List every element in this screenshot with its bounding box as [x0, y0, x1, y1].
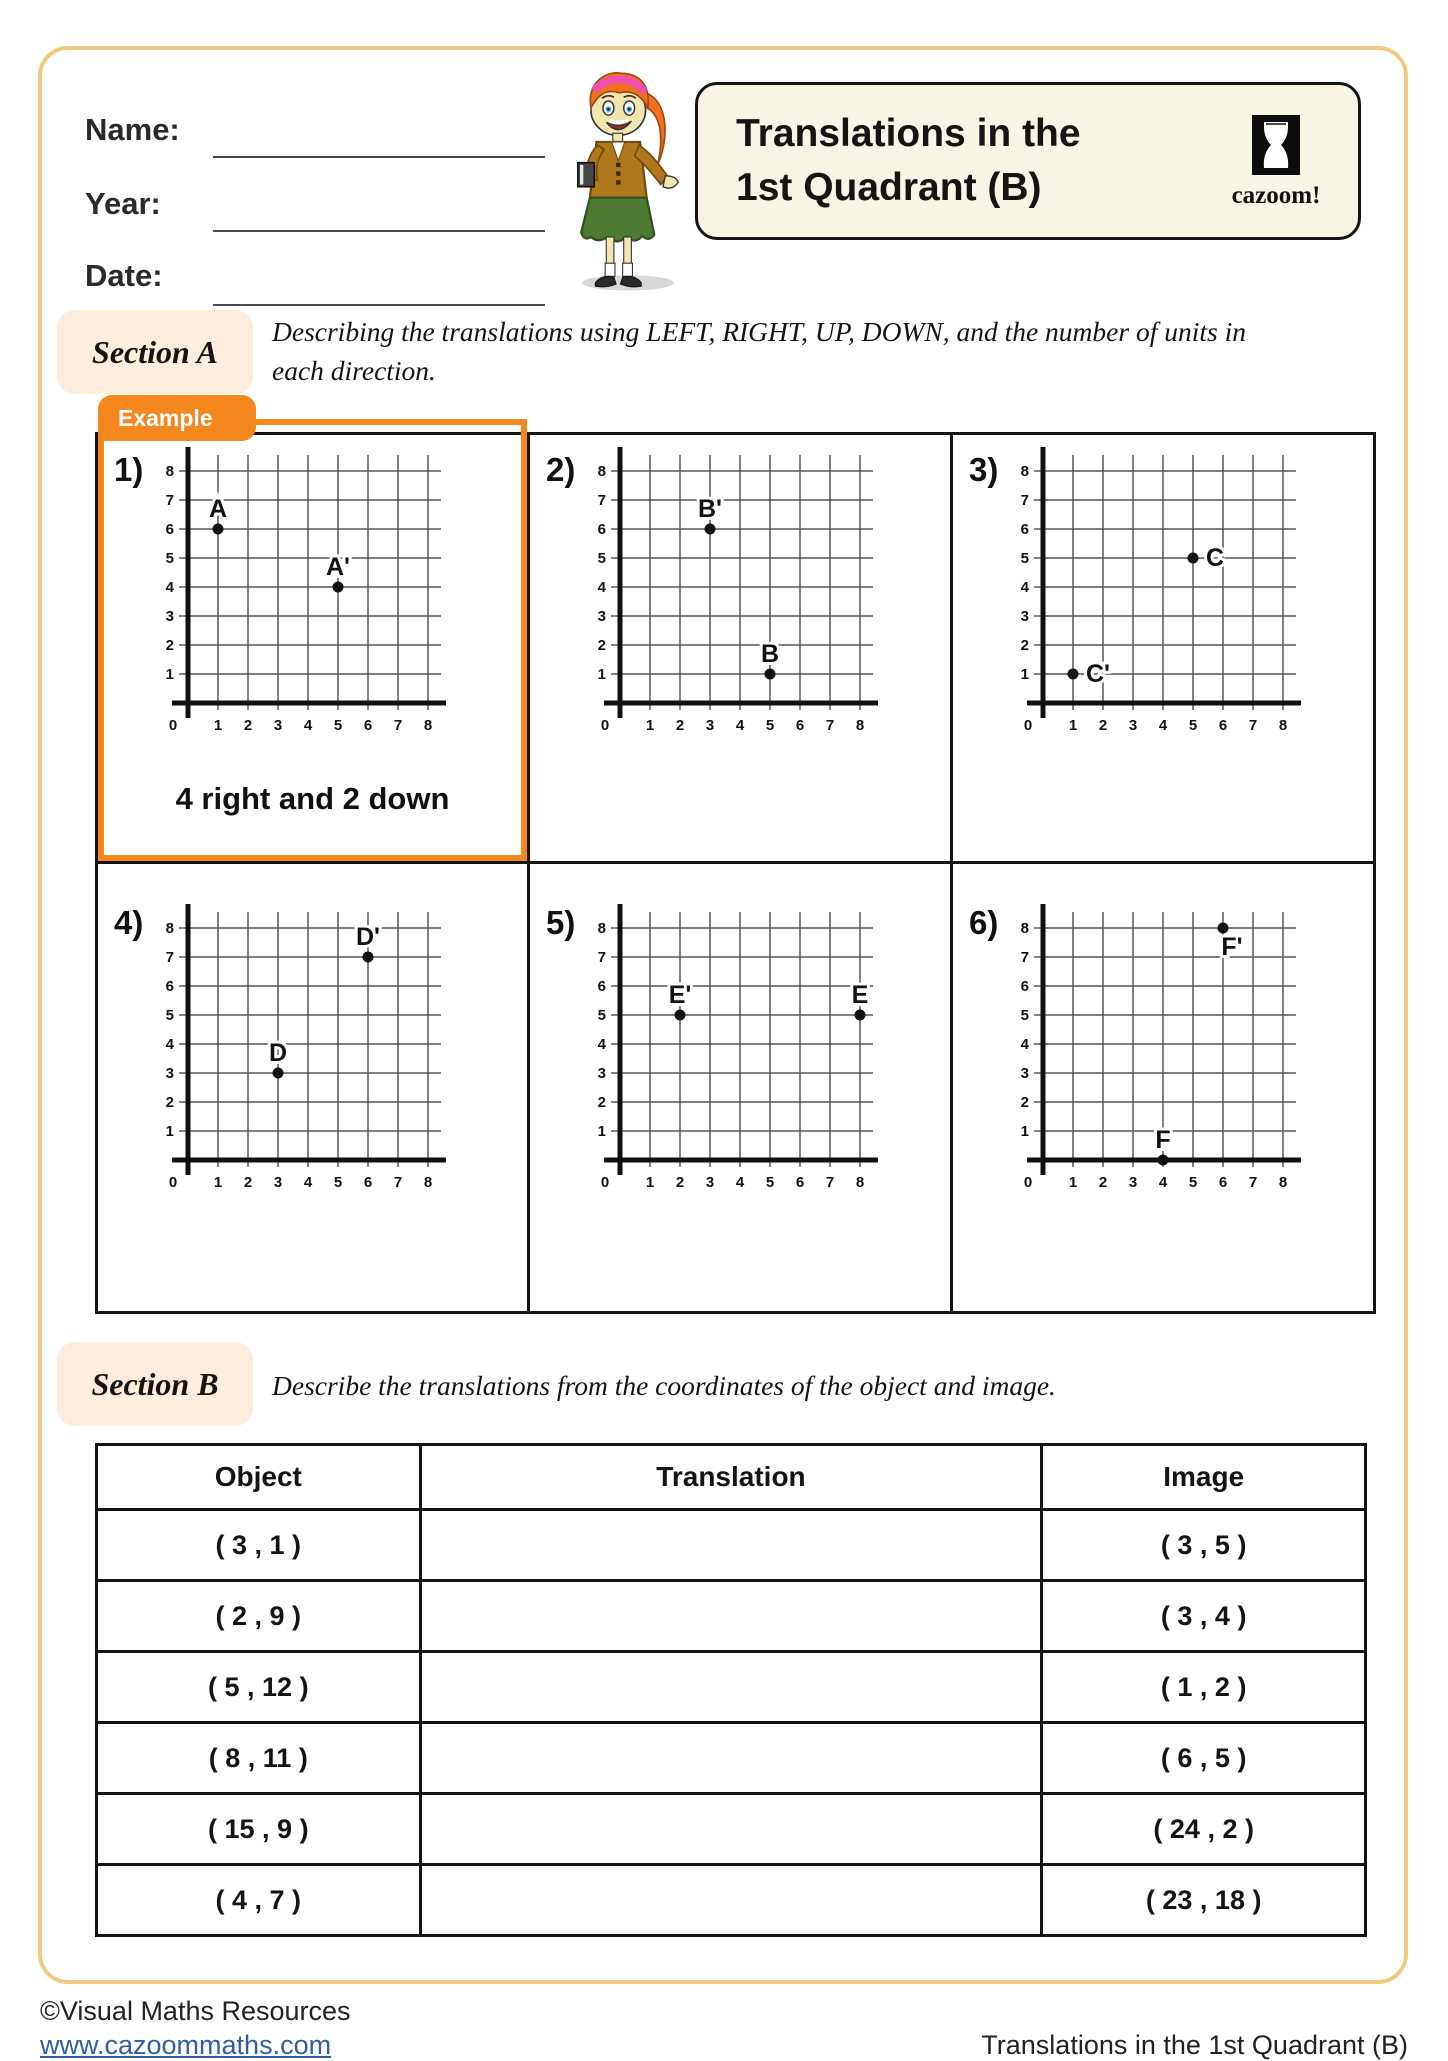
website-link[interactable]: www.cazoommaths.com [40, 2030, 332, 2060]
x-tick-label: 3 [273, 717, 283, 734]
image-cell: ( 1 , 2 ) [1042, 1652, 1366, 1723]
y-tick-label: 4 [165, 1036, 174, 1053]
image-cell: ( 24 , 2 ) [1042, 1794, 1366, 1865]
point-label-D': D' [356, 923, 380, 951]
x-tick-label: 3 [705, 1174, 715, 1191]
problems-table [95, 405, 1376, 1314]
y-tick-label: 6 [597, 521, 606, 538]
translation-answer-cell[interactable] [420, 1581, 1042, 1652]
grid-point-C' [1068, 669, 1079, 680]
table-header-row [97, 1445, 1366, 1510]
grid-point-B [765, 669, 776, 680]
x-tick-label: 3 [1128, 717, 1138, 734]
grid-point-D' [363, 952, 374, 963]
problem-cell-2 [527, 435, 950, 861]
grid-point-A [213, 524, 224, 535]
x-tick-label: 6 [795, 717, 805, 734]
table-header-object: Object [97, 1445, 421, 1510]
coordinate-grid-2 [558, 441, 898, 753]
x-tick-label: 4 [735, 717, 745, 734]
x-tick-label: 3 [1128, 1174, 1138, 1191]
y-tick-label: 7 [597, 492, 606, 509]
y-tick-label: 1 [597, 1123, 606, 1140]
image-cell: ( 3 , 4 ) [1042, 1581, 1366, 1652]
point-label-F: F [1155, 1126, 1171, 1154]
example-tab: Example [98, 395, 256, 441]
x-tick-label: 3 [705, 717, 715, 734]
problem-cell-6 [950, 861, 1373, 1311]
section-b-description: Describe the translations from the coordinates of the object and image. [272, 1370, 1056, 1401]
x-tick-label: 7 [825, 1174, 835, 1191]
y-tick-label: 4 [165, 579, 174, 596]
x-tick-label: 2 [1098, 717, 1108, 734]
coordinate-grid-5 [558, 898, 898, 1210]
translation-answer-cell[interactable] [420, 1723, 1042, 1794]
x-tick-label: 6 [363, 717, 373, 734]
y-tick-label: 4 [597, 579, 606, 596]
x-tick-label: 5 [1188, 717, 1198, 734]
cazoom-logo [1220, 115, 1332, 210]
x-tick-label: 1 [1068, 1174, 1078, 1191]
problem-number: 2) [546, 451, 576, 488]
y-tick-label: 5 [1020, 1007, 1029, 1024]
x-tick-label: 8 [423, 717, 433, 734]
x-tick-label: 5 [765, 1174, 775, 1191]
y-tick-label: 2 [597, 1094, 606, 1111]
y-tick-label: 4 [1020, 579, 1029, 596]
section-a-label: Section A [92, 333, 218, 370]
name-field[interactable] [213, 156, 545, 158]
year-field[interactable] [213, 230, 545, 232]
y-tick-label: 3 [597, 1065, 606, 1082]
x-tick-label: 8 [855, 1174, 865, 1191]
grid-point-F [1158, 1155, 1169, 1166]
x-tick-label: 7 [393, 1174, 403, 1191]
grid-point-F' [1218, 923, 1229, 934]
x-tick-label: 4 [303, 1174, 313, 1191]
problem-number: 4) [114, 904, 144, 941]
y-tick-label: 3 [1020, 1065, 1029, 1082]
problem-number: 1) [114, 451, 144, 488]
x-tick-label: 1 [645, 717, 655, 734]
translation-answer-cell[interactable] [420, 1510, 1042, 1581]
x-tick-label: 7 [1248, 717, 1258, 734]
table-row-2 [97, 1581, 1366, 1652]
y-tick-label: 4 [1020, 1036, 1029, 1053]
x-tick-label: 2 [1098, 1174, 1108, 1191]
problem-cell-5 [527, 861, 950, 1311]
y-tick-label: 1 [1020, 1123, 1029, 1140]
y-tick-label: 5 [165, 550, 174, 567]
grid-point-A' [333, 582, 344, 593]
y-tick-label: 5 [597, 1007, 606, 1024]
section-b-label: Section B [91, 1365, 219, 1402]
date-label: Date: [85, 258, 163, 293]
x-tick-label: 0 [600, 717, 610, 734]
y-tick-label: 2 [1020, 637, 1029, 654]
x-tick-label: 5 [765, 717, 775, 734]
object-cell: ( 8 , 11 ) [97, 1723, 421, 1794]
x-tick-label: 2 [675, 717, 685, 734]
x-tick-label: 5 [1188, 1174, 1198, 1191]
y-tick-label: 8 [597, 463, 606, 480]
point-label-B: B [760, 640, 780, 668]
coordinate-grid-1 [126, 441, 466, 753]
problem-cell-3 [950, 435, 1373, 861]
y-tick-label: 2 [165, 637, 174, 654]
problem-cell-1 [98, 405, 527, 861]
copyright-text: ©Visual Maths Resources [40, 1996, 351, 2026]
section-a-description: Describing the translations using LEFT, RIGHT, UP, DOWN, and the number of units in each direction. [272, 316, 1246, 387]
example-answer: 4 right and 2 down [175, 781, 450, 816]
x-tick-label: 7 [825, 717, 835, 734]
y-tick-label: 2 [1020, 1094, 1029, 1111]
y-tick-label: 6 [1020, 978, 1029, 995]
y-tick-label: 5 [165, 1007, 174, 1024]
x-tick-label: 2 [243, 1174, 253, 1191]
mascot-illustration [556, 62, 698, 294]
section-a-banner [57, 310, 253, 394]
y-tick-label: 3 [165, 608, 174, 625]
x-tick-label: 0 [168, 1174, 178, 1191]
x-tick-label: 8 [855, 717, 865, 734]
object-cell: ( 15 , 9 ) [97, 1794, 421, 1865]
x-tick-label: 8 [423, 1174, 433, 1191]
x-tick-label: 8 [1278, 717, 1288, 734]
x-tick-label: 1 [645, 1174, 655, 1191]
y-tick-label: 7 [165, 492, 174, 509]
y-tick-label: 8 [165, 463, 174, 480]
cazoom-drum-icon [1252, 115, 1300, 175]
cazoom-logo-text: cazoom! [1231, 182, 1321, 209]
grid-point-C [1188, 553, 1199, 564]
y-tick-label: 8 [1020, 920, 1029, 937]
x-tick-label: 0 [1023, 717, 1033, 734]
x-tick-label: 0 [600, 1174, 610, 1191]
x-tick-label: 7 [1248, 1174, 1258, 1191]
x-tick-label: 2 [675, 1174, 685, 1191]
y-tick-label: 4 [597, 1036, 606, 1053]
translation-answer-cell[interactable] [420, 1652, 1042, 1723]
date-field[interactable] [213, 304, 545, 306]
x-tick-label: 6 [1218, 1174, 1228, 1191]
point-label-F': F' [1221, 933, 1243, 961]
x-tick-label: 0 [1023, 1174, 1033, 1191]
image-cell: ( 3 , 5 ) [1042, 1510, 1366, 1581]
y-tick-label: 6 [165, 978, 174, 995]
x-tick-label: 6 [363, 1174, 373, 1191]
table-row-1 [97, 1510, 1366, 1581]
table-header-image: Image [1042, 1445, 1366, 1510]
grid-point-E [855, 1010, 866, 1021]
image-cell: ( 23 , 18 ) [1042, 1865, 1366, 1936]
object-cell: ( 5 , 12 ) [97, 1652, 421, 1723]
y-tick-label: 8 [1020, 463, 1029, 480]
point-label-D: D [268, 1039, 288, 1067]
coordinate-grid-6 [981, 898, 1321, 1210]
y-tick-label: 8 [597, 920, 606, 937]
translation-answer-cell[interactable] [420, 1865, 1042, 1936]
y-tick-label: 5 [597, 550, 606, 567]
problem-number: 5) [546, 904, 576, 941]
x-tick-label: 6 [795, 1174, 805, 1191]
table-row-6 [97, 1865, 1366, 1936]
x-tick-label: 4 [1158, 717, 1168, 734]
x-tick-label: 7 [393, 717, 403, 734]
point-label-E: E [851, 981, 869, 1009]
x-tick-label: 1 [213, 717, 223, 734]
table-row-5 [97, 1794, 1366, 1865]
image-cell: ( 6 , 5 ) [1042, 1723, 1366, 1794]
grid-point-B' [705, 524, 716, 535]
object-cell: ( 3 , 1 ) [97, 1510, 421, 1581]
coordinate-grid-4 [126, 898, 466, 1210]
title-box [695, 82, 1361, 240]
grid-point-D [273, 1068, 284, 1079]
x-tick-label: 3 [273, 1174, 283, 1191]
y-tick-label: 7 [165, 949, 174, 966]
coordinate-grid-3 [981, 441, 1321, 753]
point-label-C: C [1206, 544, 1225, 572]
y-tick-label: 5 [1020, 550, 1029, 567]
section-b-banner [57, 1342, 253, 1426]
y-tick-label: 6 [597, 978, 606, 995]
x-tick-label: 5 [333, 717, 343, 734]
coordinates-table [95, 1443, 1367, 1937]
y-tick-label: 7 [1020, 949, 1029, 966]
x-tick-label: 2 [243, 717, 253, 734]
table-header-translation: Translation [420, 1445, 1042, 1510]
grid-point-E' [675, 1010, 686, 1021]
problem-cell-4 [98, 861, 527, 1311]
x-tick-label: 0 [168, 717, 178, 734]
x-tick-label: 6 [1218, 717, 1228, 734]
x-tick-label: 5 [333, 1174, 343, 1191]
y-tick-label: 1 [165, 666, 174, 683]
point-label-A': A' [326, 553, 350, 581]
y-tick-label: 1 [597, 666, 606, 683]
x-tick-label: 4 [1158, 1174, 1168, 1191]
y-tick-label: 3 [1020, 608, 1029, 625]
point-label-C': C' [1086, 660, 1110, 688]
x-tick-label: 4 [735, 1174, 745, 1191]
y-tick-label: 1 [1020, 666, 1029, 683]
problem-number: 6) [969, 904, 999, 941]
worksheet-title: Translations in the 1st Quadrant (B) [736, 112, 1081, 209]
y-tick-label: 7 [1020, 492, 1029, 509]
translation-answer-cell[interactable] [420, 1794, 1042, 1865]
table-row-4 [97, 1723, 1366, 1794]
x-tick-label: 1 [213, 1174, 223, 1191]
problem-number: 3) [969, 451, 999, 488]
y-tick-label: 6 [165, 521, 174, 538]
point-label-E': E' [668, 981, 692, 1009]
y-tick-label: 3 [597, 608, 606, 625]
name-label: Name: [85, 112, 180, 147]
footer-doc-title: Translations in the 1st Quadrant (B) [981, 2030, 1408, 2060]
y-tick-label: 3 [165, 1065, 174, 1082]
year-label: Year: [85, 186, 161, 221]
x-tick-label: 1 [1068, 717, 1078, 734]
y-tick-label: 2 [597, 637, 606, 654]
y-tick-label: 6 [1020, 521, 1029, 538]
point-label-B': B' [698, 495, 722, 523]
x-tick-label: 8 [1278, 1174, 1288, 1191]
point-label-A: A [208, 495, 228, 523]
y-tick-label: 2 [165, 1094, 174, 1111]
object-cell: ( 4 , 7 ) [97, 1865, 421, 1936]
x-tick-label: 4 [303, 717, 313, 734]
table-row-3 [97, 1652, 1366, 1723]
object-cell: ( 2 , 9 ) [97, 1581, 421, 1652]
y-tick-label: 8 [165, 920, 174, 937]
y-tick-label: 7 [597, 949, 606, 966]
y-tick-label: 1 [165, 1123, 174, 1140]
